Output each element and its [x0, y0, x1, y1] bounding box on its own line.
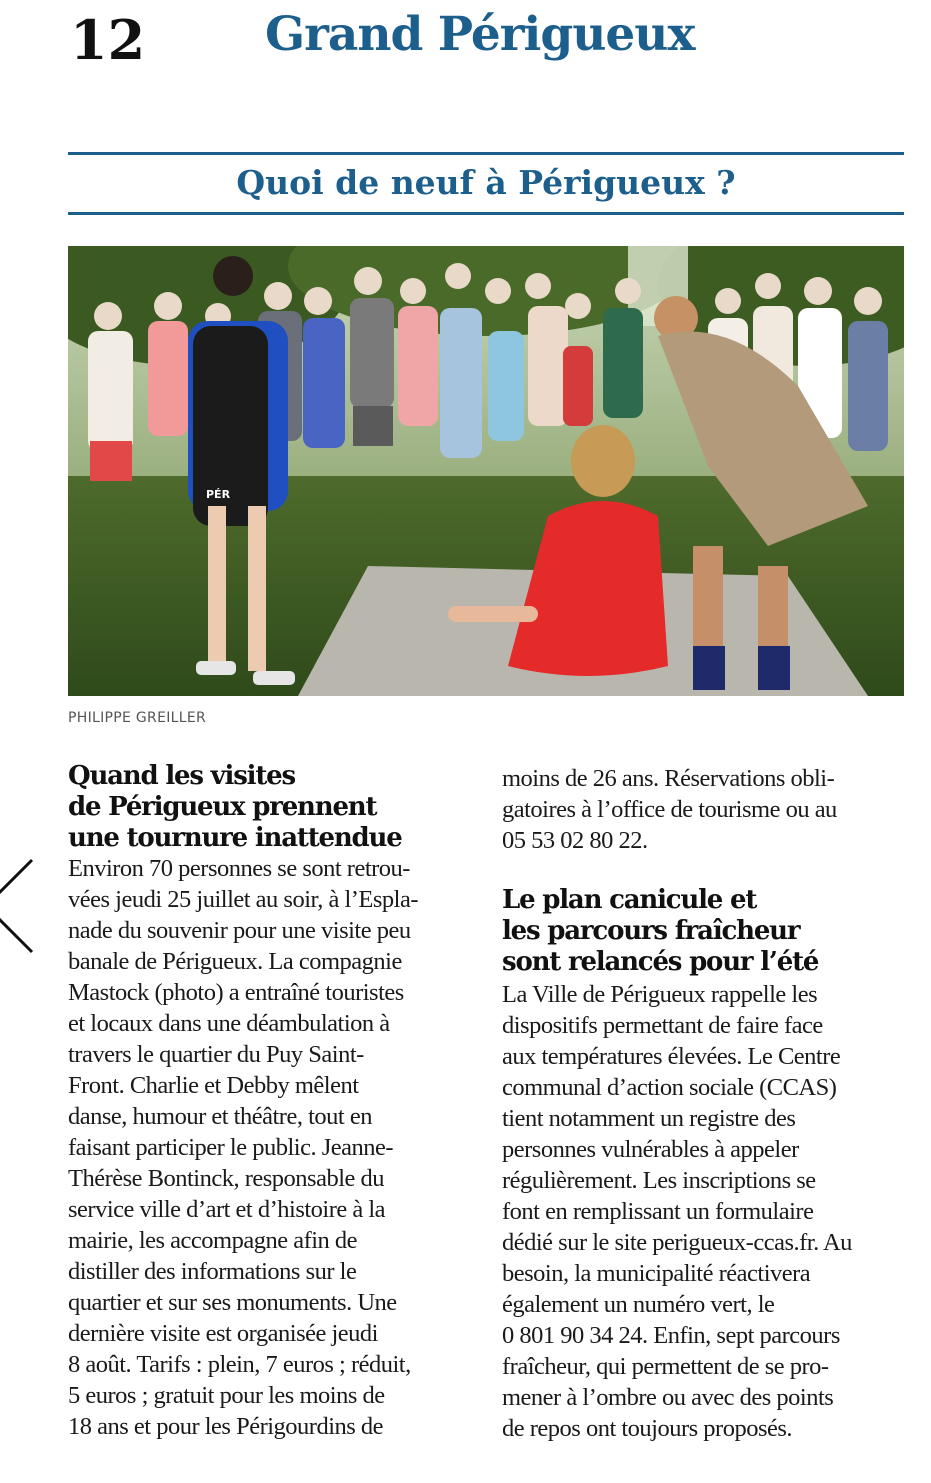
article1-line: banale de Périgueux. La compagnie — [68, 948, 402, 975]
article1-line: Thérèse Bontinck, responsable du — [68, 1165, 385, 1192]
article1-line: mairie, les accompagne afin de — [68, 1227, 358, 1254]
article1-line: moins de 26 ans. Réservations obli- — [502, 765, 835, 792]
article2-headline-line: Le plan canicule et — [502, 885, 757, 915]
article1-line: vées jeudi 25 juillet au soir, à l’Espla- — [68, 886, 419, 913]
article2-body — [502, 979, 912, 1444]
article2-line: également un numéro vert, le — [502, 1291, 775, 1318]
chevron-left-icon[interactable] — [0, 856, 36, 956]
article1-body — [68, 853, 488, 1442]
article1-line: Environ 70 personnes se sont retrou- — [68, 855, 410, 882]
article1-line: distiller des informations sur le — [68, 1258, 357, 1285]
article2-headline — [502, 885, 912, 978]
photo-credit: PHILIPPE GREILLER — [68, 710, 207, 726]
article1-line: Mastock (photo) a entraîné touristes — [68, 979, 404, 1006]
section-title: Grand Périgueux — [265, 7, 695, 62]
article1-line: nade du souvenir pour une visite peu — [68, 917, 411, 944]
rubric-bottom-rule — [68, 212, 904, 215]
article2-line: mener à l’ombre ou avec des points — [502, 1384, 834, 1411]
article1-headline — [68, 761, 488, 854]
article2-line: communal d’action sociale (CCAS) — [502, 1074, 837, 1101]
article2-line: font en remplissant un formulaire — [502, 1198, 814, 1225]
article1-headline-line: Quand les visites — [68, 761, 295, 791]
article2-headline-line: sont relancés pour l’été — [502, 947, 819, 977]
article2-line: personnes vulnérables à appeler — [502, 1136, 799, 1163]
article1-line: travers le quartier du Puy Saint- — [68, 1041, 364, 1068]
rubric-title: Quoi de neuf à Périgueux ? — [236, 163, 736, 202]
article2-line: régulièrement. Les inscriptions se — [502, 1167, 816, 1194]
article1-line: danse, humour et théâtre, tout en — [68, 1103, 372, 1130]
article1-line: 18 ans et pour les Périgourdins de — [68, 1413, 384, 1440]
article1-line: gatoires à l’office de tourisme ou au — [502, 796, 837, 823]
article1-line: 8 août. Tarifs : plein, 7 euros ; réduit, — [68, 1351, 411, 1378]
article2-line: dédié sur le site perigueux-ccas.fr. Au — [502, 1229, 852, 1256]
article2-line: aux températures élevées. Le Centre — [502, 1043, 841, 1070]
article1-line: dernière visite est organisée jeudi — [68, 1320, 378, 1347]
article1-line: 05 53 02 80 22. — [502, 827, 648, 854]
article1-headline-line: une tournure inattendue — [68, 823, 402, 853]
article2-line: dispositifs permettant de faire face — [502, 1012, 823, 1039]
article1-headline-line: de Périgueux prennent — [68, 792, 377, 822]
article1-line: et locaux dans une déambulation à — [68, 1010, 390, 1037]
page-number: 12 — [70, 8, 146, 72]
bag-logo-text: PÉR — [206, 488, 231, 501]
article2-line: 0 801 90 34 24. Enfin, sept parcours — [502, 1322, 840, 1349]
article2-line: besoin, la municipalité réactivera — [502, 1260, 811, 1287]
article1-line: quartier et sur ses monuments. Une — [68, 1289, 397, 1316]
article1-continuation — [502, 763, 912, 856]
article2-line: fraîcheur, qui permettent de se pro- — [502, 1353, 829, 1380]
article2-headline-line: les parcours fraîcheur — [502, 916, 800, 946]
rubric-top-rule — [68, 152, 904, 155]
article1-line: faisant participer le public. Jeanne- — [68, 1134, 394, 1161]
article2-line: tient notamment un registre des — [502, 1105, 796, 1132]
article1-line: Front. Charlie et Debby mêlent — [68, 1072, 359, 1099]
article2-line: La Ville de Périgueux rappelle les — [502, 981, 818, 1008]
article-photo — [68, 246, 904, 696]
article1-line: 5 euros ; gratuit pour les moins de — [68, 1382, 385, 1409]
article1-line: service ville d’art et d’histoire à la — [68, 1196, 386, 1223]
article2-line: de repos ont toujours proposés. — [502, 1415, 793, 1442]
